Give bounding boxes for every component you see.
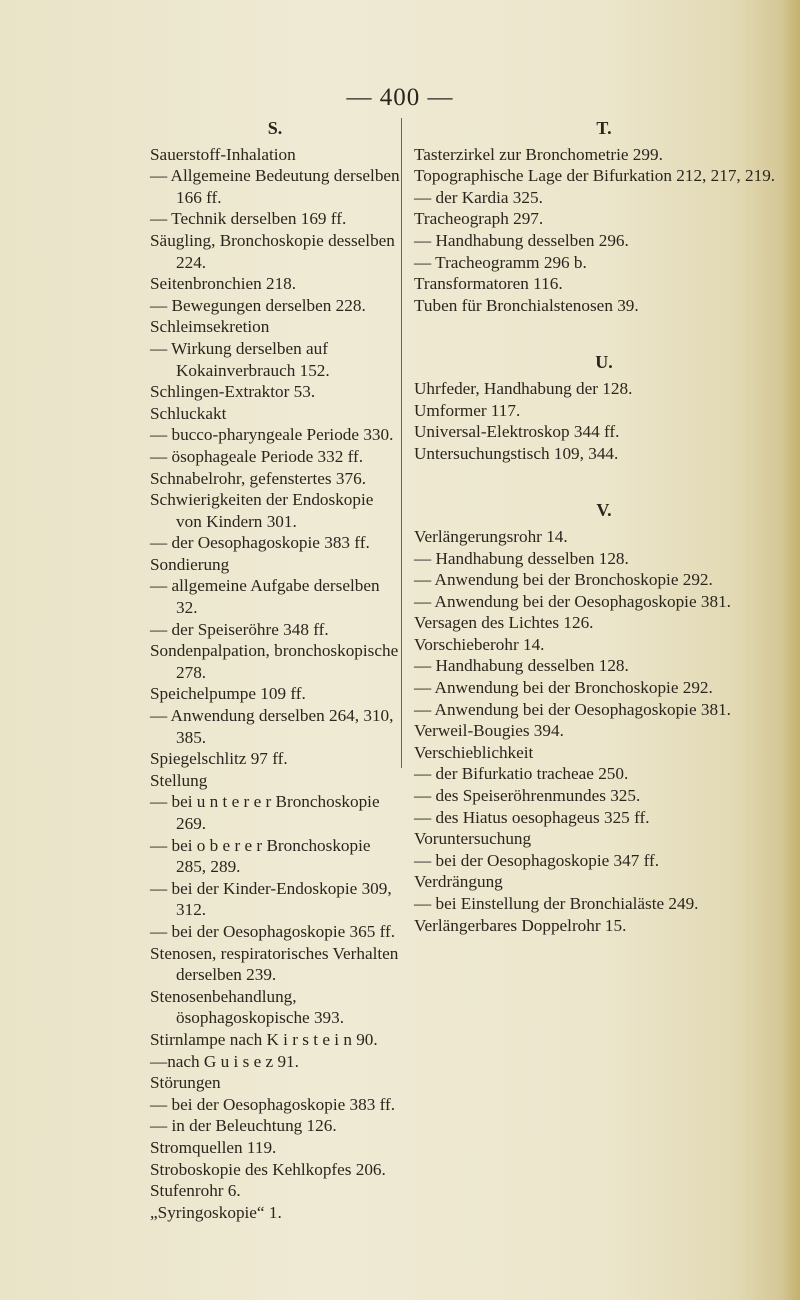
- index-entry: Seitenbronchien 218.: [150, 274, 297, 294]
- index-entry: Stroboskopie des Kehlkopfes 206.: [150, 1159, 386, 1179]
- index-entry: — der Oesophagoskopie 383 ff.: [150, 533, 370, 553]
- index-entry: — Anwendung bei der Oesophagoskopie 381.: [414, 591, 731, 611]
- index-entry: Sondenpalpation, bronchoskopische 278.: [150, 641, 399, 682]
- index-column-right: [414, 118, 794, 936]
- index-entry: Umformer 117.: [414, 400, 521, 420]
- index-entry: — der Kardia 325.: [414, 187, 543, 207]
- entry-list-u: [414, 378, 794, 464]
- page-number: — 400 —: [346, 84, 454, 111]
- index-entry: — Handhabung desselben 128.: [414, 548, 629, 568]
- index-entry: Schnabelrohr, gefenstertes 376.: [150, 468, 366, 488]
- index-entry: — bei der Oesophagoskopie 347 ff.: [414, 850, 660, 870]
- index-entry: — in der Beleuchtung 126.: [150, 1116, 337, 1136]
- entry-list-v: [414, 526, 794, 936]
- index-entry: Verdrängung: [414, 872, 503, 892]
- index-entry: Untersuchungstisch 109, 344.: [414, 443, 619, 463]
- index-entry: — Handhabung desselben 296.: [414, 230, 629, 250]
- index-entry: — allgemeine Aufgabe derselben 32.: [150, 576, 380, 618]
- index-entry: — Bewegungen derselben 228.: [150, 295, 366, 315]
- index-entry: Schwierigkeiten der Endoskopie von Kindern 301.: [150, 490, 374, 531]
- index-entry: Uhrfeder, Handhabung der 128.: [414, 378, 633, 398]
- index-entry: — bei Einstellung der Bronchialäste 249.: [414, 894, 699, 913]
- index-entry: Tuben für Bronchialstenosen 39.: [414, 295, 639, 315]
- index-entry: Sondierung: [150, 554, 230, 574]
- index-entry: — bucco-pharyngeale Periode 330.: [150, 425, 394, 445]
- index-entry: — des Hiatus oesophageus 325 ff.: [414, 807, 650, 827]
- index-entry: — Anwendung bei der Bronchoskopie 292.: [414, 570, 713, 590]
- index-entry: — des Speiseröhrenmundes 325.: [414, 786, 641, 806]
- index-entry: — Technik derselben 169 ff.: [150, 209, 347, 229]
- entry-list-t: [414, 144, 794, 317]
- index-entry: Topographische Lage der Bifurkation 212, 217, 219.: [414, 166, 776, 186]
- index-entry: Stellung: [150, 770, 208, 790]
- index-entry: — der Speiseröhre 348 ff.: [150, 619, 329, 639]
- index-entry: Transformatoren 116.: [414, 274, 563, 294]
- index-entry: „Syringoskopie“ 1.: [150, 1202, 282, 1222]
- index-entry: — bei u n t e r e r Bronchoskopie 269.: [150, 792, 380, 833]
- index-entry: Speichelpumpe 109 ff.: [150, 684, 306, 704]
- index-entry: Verschieblichkeit: [414, 742, 534, 762]
- index-entry: — bei der Kinder-Endoskopie 309, 312.: [150, 878, 392, 920]
- index-entry: Verweil-Bougies 394.: [414, 721, 564, 741]
- index-entry: — Anwendung bei der Bronchoskopie 292.: [414, 678, 713, 698]
- index-entry: Spiegelschlitz 97 ff.: [150, 749, 288, 769]
- index-entry: — bei der Oesophagoskopie 365 ff.: [150, 921, 396, 941]
- section-heading-t: T.: [596, 118, 612, 138]
- index-entry: —nach G u i s e z 91.: [150, 1051, 299, 1071]
- index-entry: Vorschieberohr 14.: [414, 634, 545, 654]
- index-entry: Tasterzirkel zur Bronchometrie 299.: [414, 144, 663, 164]
- index-entry: Stenosenbehandlung, ösophagoskopische 393.: [150, 986, 345, 1028]
- index-entry: Versagen des Lichtes 126.: [414, 613, 594, 633]
- index-entry: — Anwendung derselben 264, 310, 385.: [150, 706, 394, 747]
- index-entry: — Wirkung derselben auf Kokainverbrauch 152.: [150, 338, 330, 380]
- index-column-left: [150, 118, 400, 1223]
- index-entry: Schluckakt: [150, 403, 227, 423]
- section-heading-u: U.: [595, 352, 613, 373]
- index-entry: — ösophageale Periode 332 ff.: [150, 446, 364, 466]
- column-divider: [401, 118, 402, 768]
- section-spacer: [414, 464, 794, 500]
- index-entry: — Anwendung bei der Oesophagoskopie 381.: [414, 699, 731, 719]
- index-entry: — Tracheogramm 296 b.: [414, 252, 587, 272]
- index-entry: Tracheograph 297.: [414, 209, 544, 229]
- index-entry: Schlingen-Extraktor 53.: [150, 382, 316, 402]
- index-entry: Säugling, Bronchoskopie desselben 224.: [150, 230, 395, 272]
- index-entry: Voruntersuchung: [414, 829, 532, 849]
- section-heading-s: S.: [267, 118, 283, 138]
- index-entry: — Handhabung desselben 128.: [414, 656, 629, 676]
- index-entry: Universal-Elektroskop 344 ff.: [414, 422, 620, 442]
- section-spacer: [414, 316, 794, 352]
- index-entry: Stenosen, respiratorisches Verhalten derselben 239.: [150, 943, 399, 985]
- index-entry: Stromquellen 119.: [150, 1137, 277, 1157]
- entry-list-s: [150, 144, 400, 1224]
- index-entry: — bei der Oesophagoskopie 383 ff.: [150, 1094, 396, 1114]
- index-entry: Verlängerungsrohr 14.: [414, 526, 568, 546]
- index-entry: Verlängerbares Doppelrohr 15.: [414, 915, 627, 935]
- section-heading-v: V.: [596, 500, 612, 521]
- index-entry: Stufenrohr 6.: [150, 1181, 241, 1201]
- index-entry: Schleimsekretion: [150, 317, 270, 337]
- index-entry: — bei o b e r e r Bronchoskopie 285, 289.: [150, 835, 371, 877]
- index-entry: Stirnlampe nach K i r s t e i n 90.: [150, 1029, 378, 1049]
- index-entry: — der Bifurkatio tracheae 250.: [414, 764, 629, 784]
- index-entry: Störungen: [150, 1073, 221, 1093]
- index-entry: Sauerstoff-Inhalation: [150, 144, 296, 164]
- index-entry: — Allgemeine Bedeutung derselben 166 ff.: [150, 166, 400, 207]
